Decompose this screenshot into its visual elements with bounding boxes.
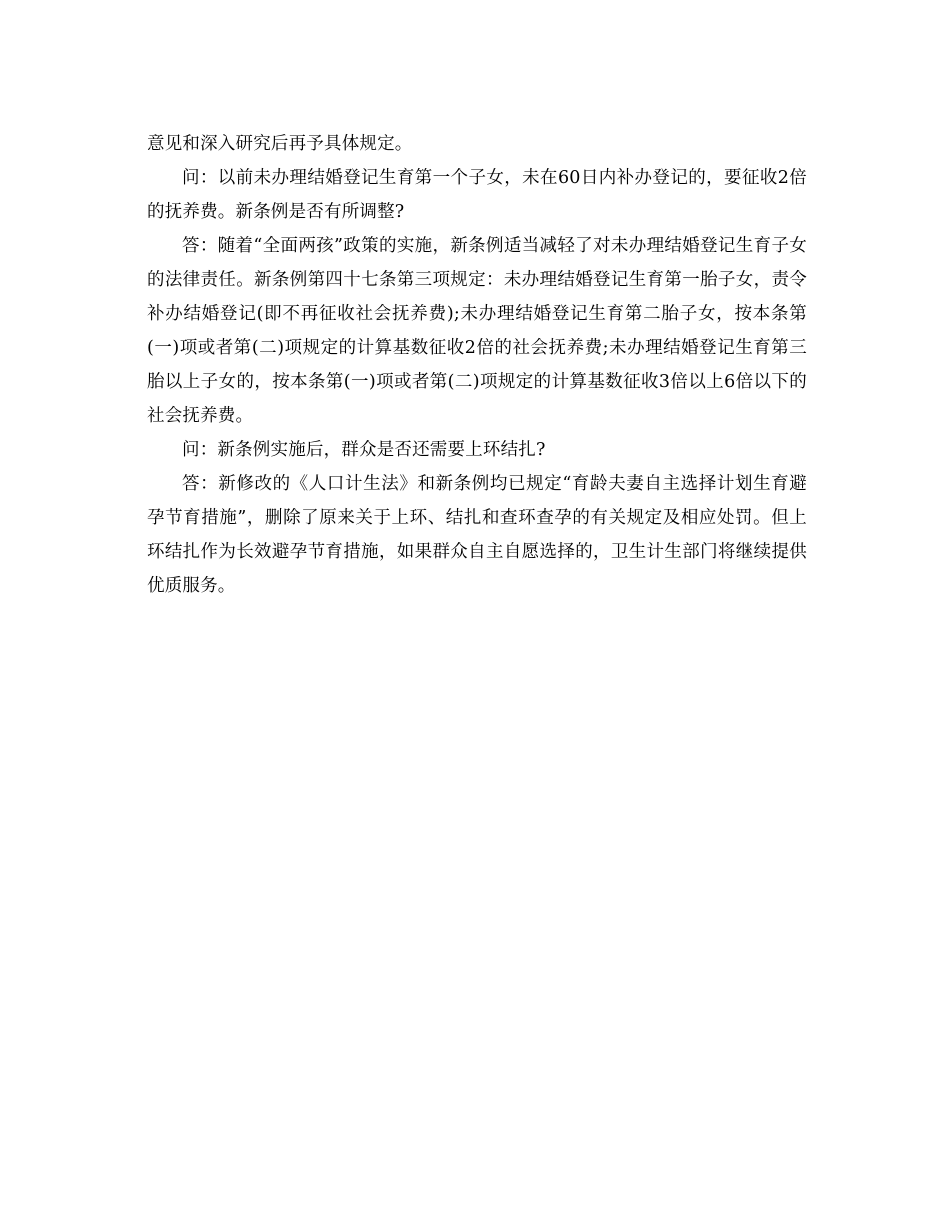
document-body [147, 127, 807, 603]
paragraph-answer-2: 答：新修改的《人口计生法》和新条例均已规定“育龄夫妻自主选择计划生育避孕节育措施”，删除了原来关于上环、结扎和查环查孕的有关规定及相应处罚。但上环结扎作为长效避孕节育措施，如果群众自主自愿选择的，卫生计生部门将继续提供优质服务。 [147, 474, 807, 596]
paragraph-continuation: 意见和深入研究后再予具体规定。 [147, 134, 413, 154]
paragraph-question-2: 问：新条例实施后，群众是否还需要上环结扎? [182, 440, 546, 460]
paragraph-question-1: 问：以前未办理结婚登记生育第一个子女，未在60日内补办登记的，要征收2倍的抚养费。新条例是否有所调整? [147, 168, 807, 222]
paragraph-answer-1: 答：随着“全面两孩”政策的实施，新条例适当减轻了对未办理结婚登记生育子女的法律责任。新条例第四十七条第三项规定：未办理结婚登记生育第一胎子女，责令补办结婚登记(即不再征收社会抚养费);未办理结婚登记生育第二胎子女，按本条第(一)项或者第(二)项规定的计算基数征收2倍的社会抚养费;未办理结婚登记生育第三胎以上子女的，按本条第(一)项或者第(二)项规定的计算基数征收3倍以上6倍以下的社会抚养费。 [147, 236, 807, 426]
